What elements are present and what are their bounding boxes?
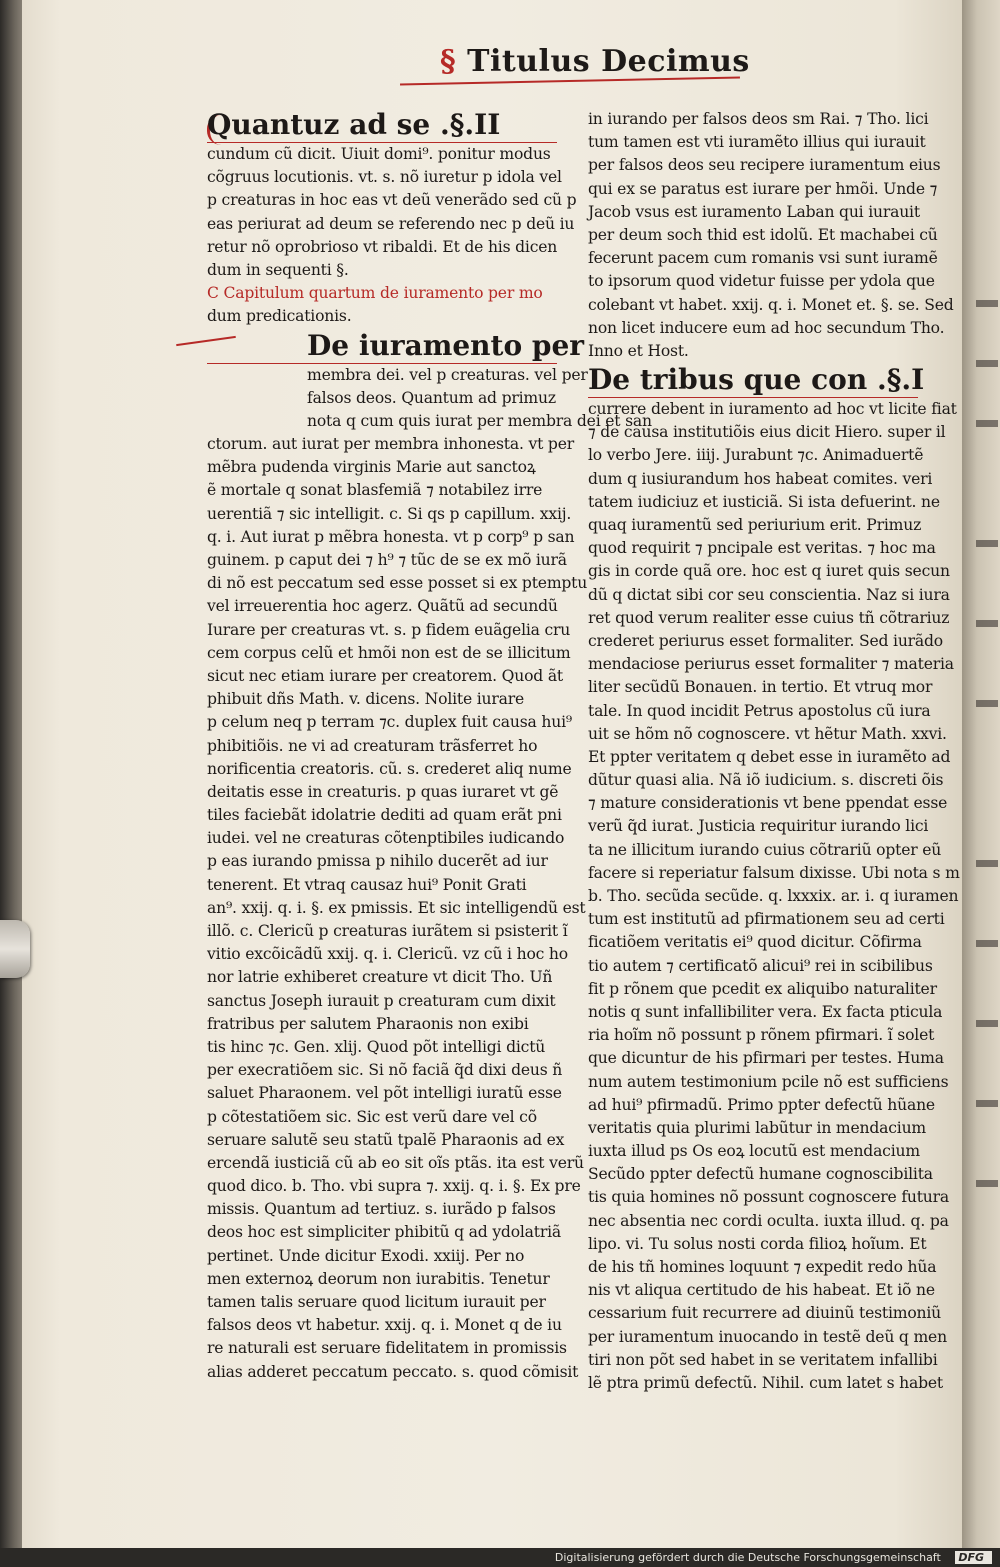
footer-bar	[0, 1548, 1000, 1567]
text-line: tiles faciebãt idolatrie dediti ad quam erãt pni	[207, 806, 562, 825]
text-line: crederet periurus esset formaliter. Sed iurãdo	[588, 631, 943, 650]
text-line: tamen talis seruare quod licitum iurauit per	[207, 1293, 546, 1311]
text-line: dũtur quasi alia. Nã iõ iudicium. s. discreti õis	[588, 771, 944, 790]
text-line: nec absentia nec cordi oculta. iuxta illud. q. pa	[588, 1211, 949, 1230]
text-line: mẽbra pudenda virginis Marie aut sanctoꝝ	[207, 458, 536, 477]
text-line: uerentiã ⁊ sic intelligit. c. Si qs p capillum. xxij.	[207, 504, 572, 523]
text-line: norificentia creatoris. cũ. s. crederet aliq nume	[207, 759, 572, 778]
text-line: falsos deos. Quantum ad primuz	[307, 388, 556, 407]
text-line: deos hoc est simpliciter phibitũ q ad ydolatriã	[207, 1223, 561, 1242]
text-line: ctorum. aut iurat per membra inhonesta. vt per	[207, 435, 574, 454]
text-line: phibuit dñs Math. v. dicens. Nolite iurare	[207, 690, 525, 709]
text-line: tiri non põt sed habet in se veritatem infallibi	[588, 1350, 938, 1369]
title-paragraph-mark: §	[440, 44, 457, 79]
text-line: to ipsorum quod videtur fuisse per ydola que	[588, 272, 935, 291]
text-line: per iuramentum inuocando in testẽ deũ q men	[588, 1327, 947, 1346]
text-line: nis vt aliqua certitudo de his habeat. Et iõ ne	[588, 1281, 935, 1300]
text-line: vel irreuerentia hoc agerz. Quãtũ ad secundũ	[207, 597, 558, 616]
text-line: alias adderet peccatum peccato. s. quod cõmisit	[207, 1362, 579, 1381]
text-line: ria hoĩm nõ possunt p rõnem pfirmari. ĩ solet	[588, 1026, 935, 1045]
text-line: Quantuz ad se .§.II	[207, 108, 557, 143]
text-line: lo verbo Jere. iiij. Jurabunt ⁊c. Animaduertẽ	[588, 446, 924, 465]
text-line: di nõ est peccatum sed esse posset si ex ptemptu	[207, 574, 588, 593]
text-line: tale. In quod incidit Petrus apostolus cũ iura	[588, 701, 931, 720]
text-line: ficatiõem veritatis ei⁹ quod dicitur. Cõfirma	[588, 933, 922, 952]
text-line: an⁹. xxij. q. i. §. ex pmissis. Et sic intelligendũ est	[207, 898, 586, 917]
text-line: ta ne illicitum iurando cuius cõtrariũ opter eũ	[588, 840, 942, 859]
text-line: qui ex se paratus est iurare per hmõi. Unde ⁊	[588, 179, 938, 198]
text-line: per execratiõem sic. Si nõ faciã q̃d dixi deus ñ	[207, 1061, 563, 1080]
text-line: fecerunt pacem cum romanis vsi sunt iuramẽ	[588, 249, 938, 268]
text-line: p celum neq p terram ⁊c. duplex fuit causa hui⁹	[207, 713, 572, 732]
text-line: tatem iudiciuz et iusticiã. Si ista defuerint. ne	[588, 492, 940, 511]
text-line: tum tamen est vti iuramẽto illius qui iurauit	[588, 133, 926, 152]
text-line: lipo. vi. Tu solus nosti corda filioꝝ hoĩum. Et	[588, 1234, 927, 1253]
text-line: ad hui⁹ pfirmadũ. Primo ppter defectũ hũane	[588, 1095, 935, 1114]
text-line: non licet inducere eum ad hoc secundum Tho.	[588, 318, 945, 337]
text-line: sicut nec etiam iurare per creatorem. Quod ãt	[207, 666, 563, 685]
text-line: dum q iusiurandum hos habeat comites. veri	[588, 469, 933, 488]
text-line: phibitiõis. ne vi ad creaturam trãsferret ho	[207, 736, 538, 755]
text-line: quaq iuramentũ sed periurium erit. Primuz	[588, 516, 922, 534]
text-line: Secũdo ppter defectũ humane cognoscibilita	[588, 1165, 933, 1184]
text-line: q. i. Aut iurat p mẽbra honesta. vt p corp⁹ p san	[207, 527, 575, 546]
text-line: membra dei. vel p creaturas. vel per	[307, 365, 588, 384]
text-line: Iurare per creaturas vt. s. p fidem euãgelia cru	[207, 620, 571, 639]
text-line: tum est institutũ ad pfirmationem seu ad certi	[588, 910, 945, 929]
bookmark-tab	[0, 920, 30, 978]
scan-background-left	[0, 0, 24, 1567]
text-line: ẽ mortale q sonat blasfemiã ⁊ notabilez irre	[207, 481, 543, 500]
text-line: illõ. c. Clericũ p creaturas iurãtem si psisterit ĩ	[207, 922, 568, 940]
text-line: nota q cum quis iurat per membra dei et san	[307, 411, 652, 430]
text-line: notis q sunt infallibiliter vera. Ex facta pticula	[588, 1002, 943, 1021]
text-line: b. Tho. secũda secũde. q. lxxxix. ar. i. q iuramen	[588, 887, 959, 905]
text-line: dũ q dictat sibi cor seu conscientia. Naz si iura	[588, 585, 950, 604]
text-line: cundum cũ dicit. Uiuit domi⁹. ponitur modus	[207, 145, 551, 163]
text-line: verũ q̃d iurat. Justicia requiritur iurando lici	[588, 817, 929, 836]
text-line: cem corpus celũ et hmõi non est de se illicitum	[207, 643, 571, 662]
text-line: ret quod verum realiter esse cuius tñ cõtrariuz	[588, 608, 950, 627]
text-line: re naturali est seruare fidelitatem in promissis	[207, 1339, 567, 1358]
text-line: men externoꝝ deorum non iurabitis. Tenetur	[207, 1269, 550, 1288]
text-line: ⁊ de causa institutiõis eius dicit Hiero. super il	[588, 423, 946, 442]
text-line: tenerent. Et vtraq causaz hui⁹ Ponit Grati	[207, 875, 527, 894]
text-line: que dicuntur de his pfirmari per testes. Huma	[588, 1049, 944, 1068]
text-line: saluet Pharaonem. vel põt intelligi iuratũ esse	[207, 1084, 562, 1103]
text-line: ercendã iusticiã cũ ab eo sit oĩs ptãs. ita est verũ	[207, 1153, 584, 1172]
text-line: currere debent in iuramento ad hoc vt licite fiat	[588, 400, 957, 419]
text-line: De tribus que con .§.I	[588, 363, 925, 397]
text-line: Et ppter veritatem q debet esse in iuramẽto ad	[588, 747, 951, 766]
text-line: per falsos deos seu recipere iuramentum eius	[588, 156, 941, 175]
text-line: p creaturas in hoc eas vt deũ venerãdo sed cũ p	[207, 191, 577, 210]
text-line: retur nõ oprobrioso vt ribaldi. Et de his dicen	[207, 237, 558, 256]
text-line: eas periurat ad deum se referendo nec p deũ iu	[207, 214, 575, 233]
text-line: veritatis quia plurimi labũtur in mendacium	[588, 1118, 927, 1137]
text-line: fratribus per salutem Pharaonis non exibi	[207, 1014, 529, 1033]
text-line: p eas iurando pmissa p nihilo ducerẽt ad iur	[207, 852, 548, 871]
dfg-logo: DFG	[955, 1551, 992, 1564]
text-line: iuxta illud ps Os eoꝝ locutũ est mendacium	[588, 1142, 920, 1161]
text-line: missis. Quantum ad tertiuz. s. iurãdo p falsos	[207, 1200, 556, 1219]
text-line: uit se hõm nõ cognoscere. vt hẽtur Math. xxvi.	[588, 724, 947, 743]
text-line: dum predicationis.	[207, 307, 352, 326]
text-line: de his tñ homines loquunt ⁊ expedit redo hũa	[588, 1258, 937, 1276]
text-line: liter secũdũ Bonauen. in tertio. Et vtruq mor	[588, 678, 933, 697]
text-line: tis hinc ⁊c. Gen. xlij. Quod põt intelligi dictũ	[207, 1037, 546, 1056]
text-line: ⁊ mature considerationis vt bene ppendat esse	[588, 794, 948, 813]
text-line: C Capitulum quartum de iuramento per mo	[207, 284, 543, 303]
text-line: pertinet. Unde dicitur Exodi. xxiij. Per no	[207, 1246, 525, 1265]
next-page-edge	[962, 0, 1000, 1548]
text-line: quod dico. b. Tho. vbi supra ⁊. xxij. q. i. §. Ex pre	[207, 1177, 581, 1196]
text-line: quod requirit ⁊ pncipale est veritas. ⁊ hoc ma	[588, 539, 936, 558]
text-line: dum in sequenti §.	[207, 260, 349, 279]
text-line: Inno et Host.	[588, 341, 689, 360]
text-line: num autem testimonium pcile nõ est sufficiens	[588, 1072, 949, 1091]
text-line: vitio excõicãdũ xxij. q. i. Clericũ. vz cũ i hoc ho	[207, 945, 568, 964]
text-line: mendaciose periurus esset formaliter ⁊ materia	[588, 655, 954, 674]
text-line: p cõtestatiõem sic. Sic est verũ dare vel cõ	[207, 1107, 537, 1126]
text-line: in iurando per falsos deos sm Rai. ⁊ Tho. lici	[588, 110, 929, 128]
text-line: falsos deos vt habetur. xxij. q. i. Monet q de iu	[207, 1316, 562, 1335]
footer-credit: Digitalisierung gefördert durch die Deutsche Forschungsgemeinschaft	[554, 1551, 941, 1564]
right-column	[588, 108, 960, 1395]
text-line: cessarium fuit recurrere ad diuinũ testimoniũ	[588, 1304, 942, 1323]
text-line: facere si reperiatur falsum dixisse. Ubi nota s m	[588, 863, 960, 882]
text-line: seruare salutẽ seu statũ tpalẽ Pharaonis ad ex	[207, 1130, 565, 1149]
text-line: sanctus Joseph iurauit p creaturam cum dixit	[207, 991, 556, 1010]
title-text: Titulus Decimus	[467, 44, 750, 79]
text-line: Jacob vsus est iuramento Laban qui iurauit	[588, 202, 920, 221]
text-line: guinem. p caput dei ⁊ h⁹ ⁊ tũc de se ex mõ iurã	[207, 551, 567, 569]
text-line: gis in corde quã ore. hoc est q iuret quis secun	[588, 562, 950, 581]
text-line: De iuramento per	[207, 329, 557, 364]
text-line: colebant vt habet. xxij. q. i. Monet et. §. se. Sed	[588, 295, 954, 314]
text-line: tio autem ⁊ certificatõ alicui⁹ rei in scibilibus	[588, 956, 933, 975]
text-line: nor latrie exhiberet creature vt dicit Tho. Uñ	[207, 968, 553, 987]
text-line: fit p rõnem que pcedit ex aliquibo naturaliter	[588, 979, 937, 998]
text-line: cõgruus locutionis. vt. s. nõ iuretur p idola vel	[207, 168, 562, 187]
text-line: deitatis esse in creaturis. p quas iuraret vt gẽ	[207, 782, 559, 801]
text-line: lẽ ptra primũ defectũ. Nihil. cum latet s habet	[588, 1373, 943, 1392]
text-line: iudei. vel ne creaturas cõtenptibiles iudicando	[207, 829, 565, 848]
text-line: per deum soch thid est idolũ. Et machabei cũ	[588, 225, 938, 244]
text-line: tis quia homines nõ possunt cognoscere futura	[588, 1188, 950, 1207]
